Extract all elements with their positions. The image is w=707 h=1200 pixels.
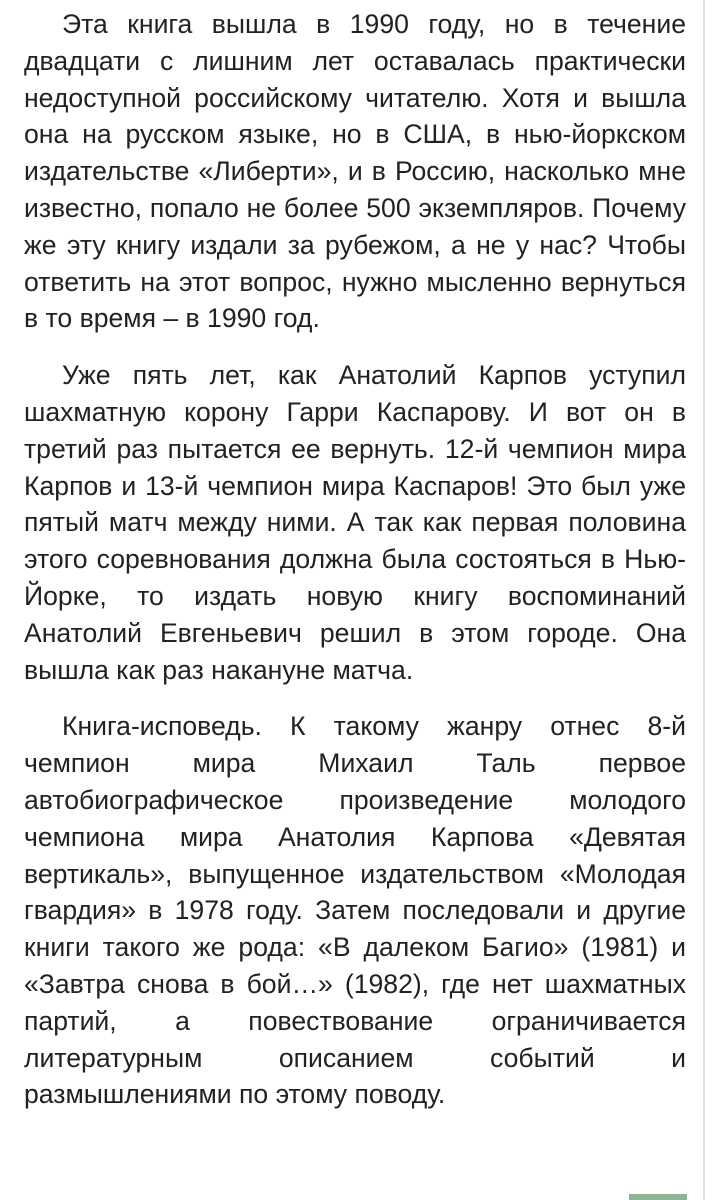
paragraph-2: Уже пять лет, как Анатолий Карпов уступил шахматную корону Гарри Каспарову. И вот он в третий раз пытается ее вернуть. 12-й чемпион мира Карпов и 13-й чемпион мира Каспаров! Это был уже пятый матч между ними. А так как первая половина этого соревнования должна была состояться в Нью-Йорке, то издать новую книгу воспоминаний Анатолий Евгеньевич решил в этом городе. Она вышла как раз накануне матча. [24,360,686,685]
paragraph-1: Эта книга вышла в 1990 году, но в течение двадцати с лишним лет оставалась практически недоступной российскому читателю. Хотя и вышла она на русском языке, но в США, в нью-йоркском издательстве «Либерти», и в Россию, насколько мне известно, попало не более 500 экземпляров. Почему же эту книгу издали за рубежом, а не у нас? Чтобы ответить на этот вопрос, нужно мысленно вернуться в то время – в 1990 год. [24,9,686,334]
paragraph-3: Книга-исповедь. К такому жанру отнес 8-й чемпион мира Михаил Таль первое автобиографическое произведение молодого чемпиона мира Анатолия Карпова «Девятая вертикаль», выпущенное издательством «Молодая гвардия» в 1978 году. Затем последовали и другие книги такого же рода: «В далеком Багио» (1981) и «Завтра снова в бой…» (1982), где нет шахматных партий, а повествование ограничивается литературным описанием событий и размышлениями по этому поводу. [24,711,686,1110]
right-divider [703,0,705,1200]
article-text [24,6,686,1133]
scroll-indicator [629,1194,687,1200]
